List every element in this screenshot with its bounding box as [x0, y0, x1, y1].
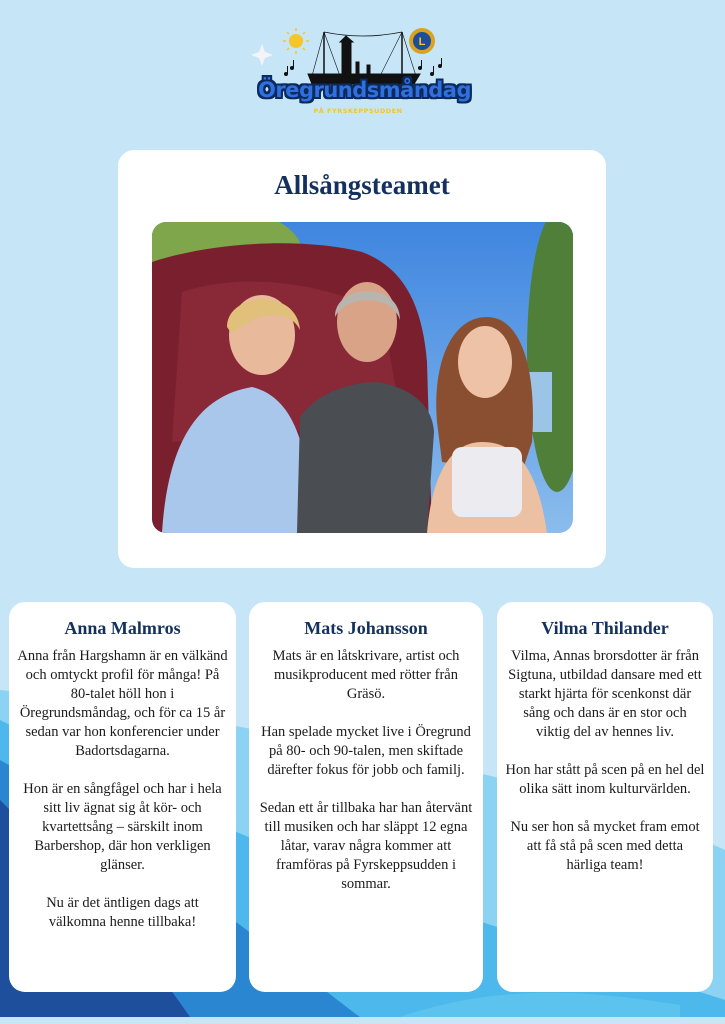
lions-club-emblem-icon	[409, 28, 435, 54]
bio-paragraph: Nu ser hon så mycket fram emot att få stå på scen med detta härliga team!	[510, 819, 700, 873]
sun-icon	[283, 28, 309, 54]
bio-paragraph: Mats är en låtskrivare, artist och musikproducent med rötter från Gräsö.	[272, 648, 460, 702]
bottom-strip	[0, 1017, 725, 1024]
bio-text	[249, 647, 483, 894]
team-card	[118, 150, 606, 568]
bio-paragraph: Hon är en sångfågel och har i hela sitt liv ägnat sig åt kör- och kvartettsång – särskilt inom Barbershop, där hon verkligen glänser.	[23, 781, 222, 873]
bio-paragraph: Han spelade mycket live i Öregrund på 80- och 90-talen, men skiftade därefter fokus för jobb och familj.	[261, 724, 471, 778]
bio-card-anna	[9, 602, 236, 992]
bio-paragraph: Sedan ett år tillbaka har han återvänt till musiken och har släppt 12 egna låtar, varav några kommer att framföras på Fyrskeppsudden i sommar.	[259, 800, 473, 892]
bio-paragraph: Hon har stått på scen på en hel del olika sätt inom kulturvärlden.	[505, 762, 705, 797]
bio-text	[9, 647, 236, 932]
team-photo	[152, 222, 573, 533]
bio-name: Mats Johansson	[304, 618, 428, 638]
bio-paragraph: Anna från Hargshamn är en välkänd och omtyckt profil för många! På 80-talet höll hon i Öregrundsmåndag, och för ca 15 år sedan var hon konferencier under Badortsdagarna.	[17, 648, 228, 759]
bio-text	[497, 647, 713, 875]
lightship-icon	[308, 32, 420, 84]
logo-subtitle: PÅ FYRSKEPPSUDDEN	[313, 107, 403, 115]
team-title: Allsångsteamet	[274, 170, 450, 200]
bio-paragraph: Nu är det äntligen dags att välkomna henne tillbaka!	[46, 895, 199, 930]
bio-name: Vilma Thilander	[541, 618, 669, 638]
bio-paragraph: Vilma, Annas brorsdotter är från Sigtuna, utbildad dansare med ett starkt hjärta för scenkonst där sång och dans är en stor och viktig del av hennes liv.	[508, 648, 702, 740]
sparkle-icon	[251, 44, 273, 66]
bio-name: Anna Malmros	[64, 618, 181, 638]
music-notes-icon	[284, 58, 442, 76]
event-logo	[250, 22, 472, 122]
bio-card-mats	[249, 602, 483, 992]
logo-title: Öregrundsmåndag	[258, 78, 472, 102]
svg-text:L: L	[418, 36, 426, 48]
bio-card-vilma	[497, 602, 713, 992]
